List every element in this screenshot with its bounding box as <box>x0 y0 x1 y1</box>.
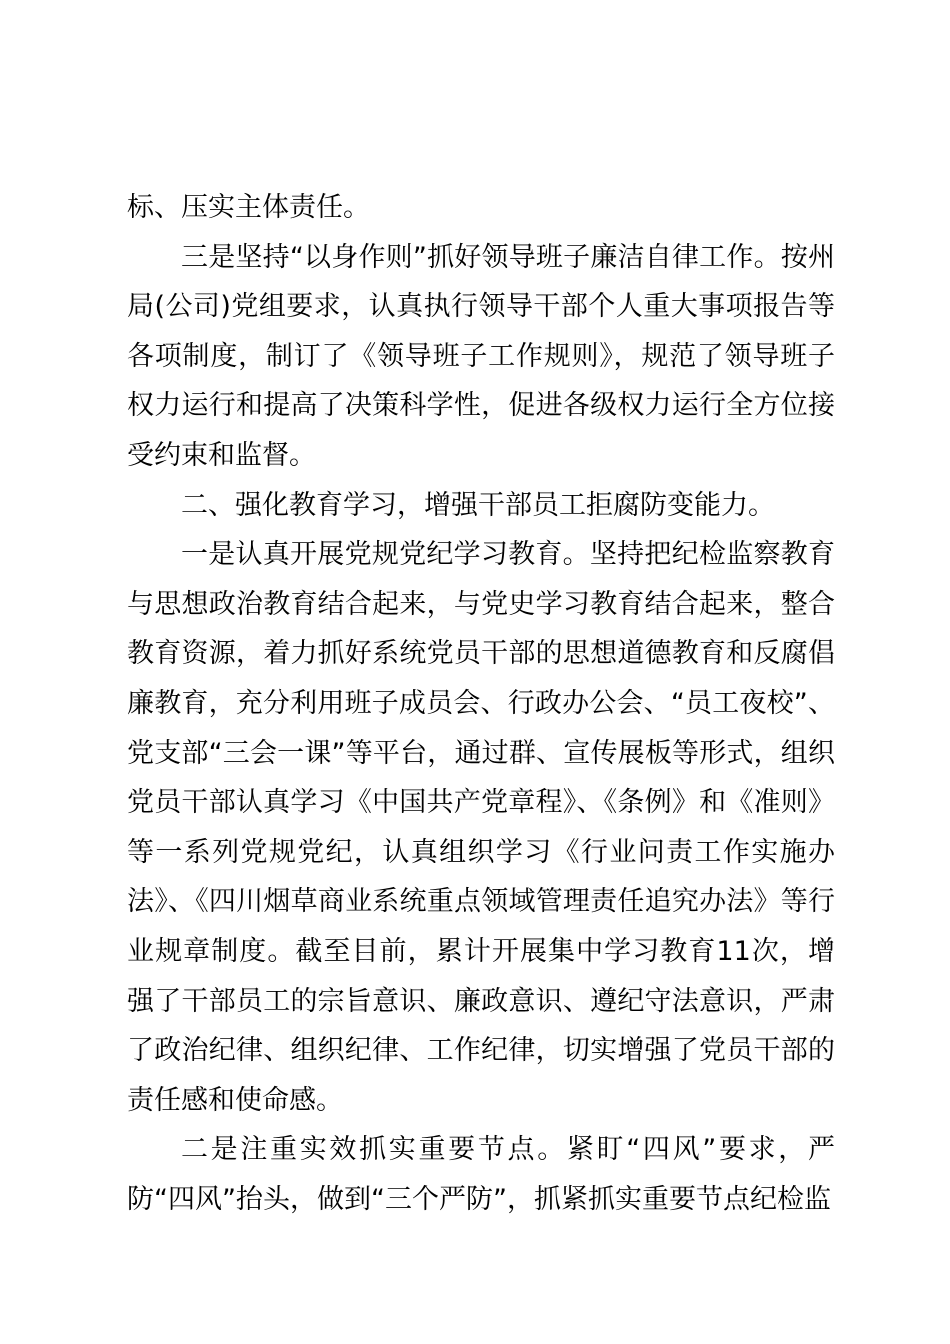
document-body <box>127 183 835 1224</box>
paragraph-party-rules-education: 一是认真开展党规党纪学习教育。坚持把纪检监察教育与思想政治教育结合起来，与党史学习教育结合起来，整合教育资源，着力抓好系统党员干部的思想道德教育和反腐倡廉教育，充分利用班子成员会、行政办公会、“员工夜校”、党支部“三会一课”等平台，通过群、宣传展板等形式，组织党员干部认真学习《中国共产党章程》、《条例》和《准则》等一系列党规党纪，认真组织学习《行业问责工作实施办法》、《四川烟草商业系统重点领域管理责任追究办法》等行业规章制度。截至目前，累计开展集中学习教育11次，增强了干部员工的宗旨意识、廉政意识、遵纪守法意识，严肃了政治纪律、组织纪律、工作纪律，切实增强了党员干部的责任感和使命感。 <box>127 539 835 1116</box>
paragraph-leadership-self-discipline: 三是坚持“以身作则”抓好领导班子廉洁自律工作。按州局(公司)党组要求，认真执行领导干部个人重大事项报告等各项制度，制订了《领导班子工作规则》，规范了领导班子权力运行和提高了决策科学性，促进各级权力运行全方位接受约束和监督。 <box>127 241 835 471</box>
paragraph-continuation: 标、压实主体责任。 <box>127 192 370 223</box>
paragraph-key-nodes: 二是注重实效抓实重要节点。紧盯“四风”要求，严防“四风”抬头，做到“三个严防”，抓紧抓实重要节点纪检监 <box>127 1134 835 1215</box>
section-heading-education: 二、强化教育学习，增强干部员工拒腐防变能力。 <box>181 489 775 521</box>
